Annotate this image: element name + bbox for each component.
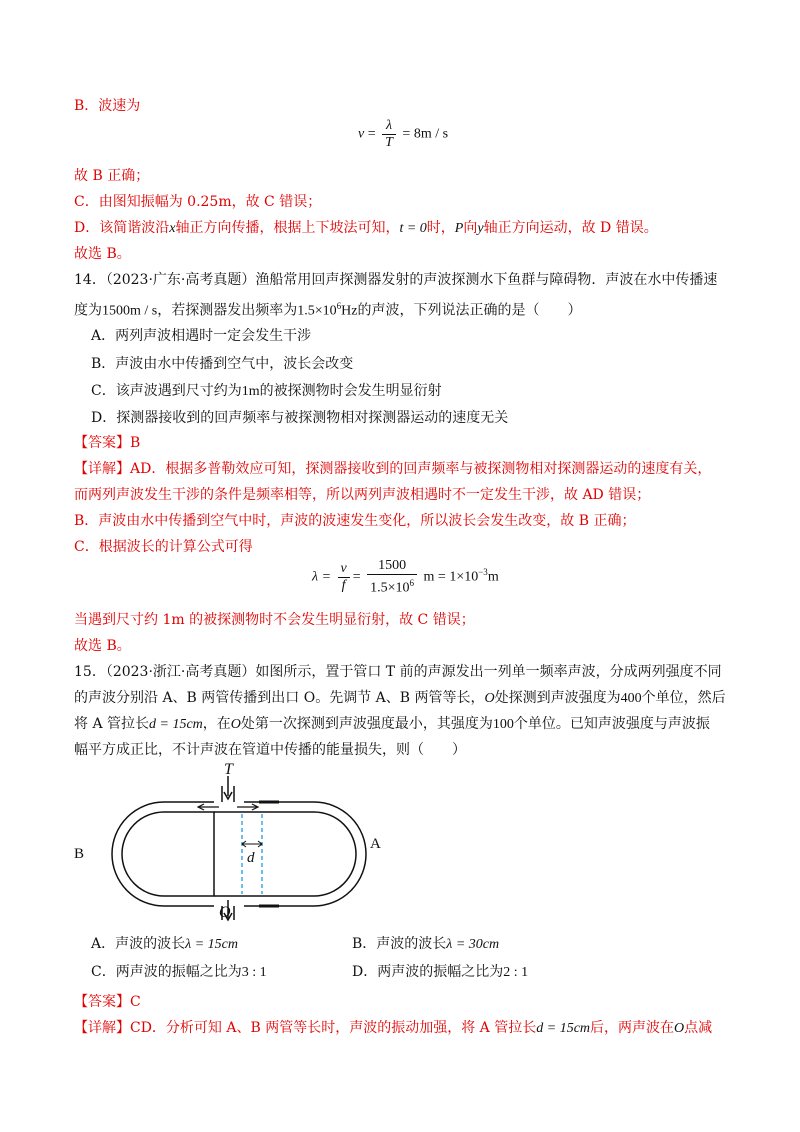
q15-d-value: d = 15cm — [149, 717, 203, 732]
q15-opt-a-text: A．声波的波长 — [91, 936, 186, 952]
q14-answer: 【答案】B — [74, 435, 141, 451]
q13-option-b-text: B．波速为 — [74, 98, 141, 114]
d-part-4: 向 — [463, 220, 478, 236]
eq-lhs: v — [358, 126, 365, 142]
q15-stem-3a: 将 A 管拉长 — [74, 716, 150, 732]
q15-opt-b-text: B．声波的波长 — [352, 936, 447, 952]
label-d: d — [247, 850, 255, 866]
q14-freq-unit: Hz — [341, 303, 358, 319]
d-part-1: D．该简谐波沿 — [74, 220, 170, 236]
label-b: B — [74, 846, 85, 862]
eq-frac-values — [367, 558, 417, 597]
q15-detail-d: d = 15cm — [536, 1021, 591, 1036]
tube-diagram — [74, 762, 404, 922]
q14-freq-value: 1.5×10 — [297, 303, 337, 319]
q15-opt-b-value: λ = 30cm — [446, 937, 500, 952]
q14-opt-c-part3: 的被探测物时会发生明显衍射 — [259, 383, 442, 399]
q15-stem-3c: ，在 — [202, 716, 231, 732]
label-a: A — [370, 836, 381, 852]
q13-b-conclusion: 故 B 正确； — [74, 168, 150, 184]
q13-option-d-text — [74, 218, 658, 239]
q15-opt-c-value: 3 : 1 — [241, 965, 267, 980]
q15-stem-line-2 — [74, 688, 726, 709]
d-t-eq: t = 0 — [399, 221, 427, 236]
q15-intensity-100: 100 — [492, 717, 514, 732]
q14-wavelength-equation: λ = $\frac{v}{f}$ = $\frac{1500}{1.5\times 10^6}$ $m = 1\times 10^{-3}m$ — [312, 558, 499, 596]
q15-o-var-2: O — [230, 717, 241, 732]
q14-speed-value: 1500m / s — [102, 303, 158, 319]
q15-stem-line-3 — [74, 714, 710, 735]
q15-option-b — [352, 934, 499, 955]
q15-opt-c-text: C．两声波的振幅之比为 — [91, 964, 242, 980]
eq-result-exp: −3 — [478, 566, 488, 577]
q14-detail-line-2: 而两列声波发生干涉的条件是频率相等，所以两列声波相遇时不一定发生干涉，故 AD 错误； — [74, 487, 651, 503]
q15-stem-line-4: 幅平方成正比，不计声波在管道中传播的能量损失，则（ ） — [74, 742, 466, 758]
eq-fraction — [382, 118, 396, 151]
tube-b-outer — [112, 802, 214, 906]
eq-den-exp: 6 — [409, 578, 415, 588]
eq-frac-f: f — [341, 577, 346, 593]
label-o: O — [219, 904, 231, 921]
q14-detail-line-1: 【详解】AD．根据多普勒效应可知，探测器接收到的回声频率与被探测物相对探测器运动的速度有关， — [74, 461, 712, 477]
q15-opt-a-value: λ = 15cm — [185, 937, 238, 952]
q14-opt-c-part1: C．该声波遇到尺寸约为 — [91, 383, 242, 399]
eq-frac-den — [367, 575, 417, 597]
q15-intensity-400: 400 — [620, 691, 642, 706]
q14-option-b: B．声波由水中传播到空气中，波长会改变 — [91, 356, 354, 372]
q15-stem-line-1: 15．（2023·浙江·高考真题）如图所示，置于管口 T 前的声源发出一列单一频率声波，分成两列强度不同 — [74, 664, 722, 680]
q14-detail-line-4: C．根据波长的计算公式可得 — [74, 539, 253, 555]
eq-rhs: = 8m / s — [402, 126, 449, 142]
q14-stem-line-2 — [74, 296, 581, 322]
q15-detail-1c: 后，两声波在 — [590, 1020, 675, 1036]
q15-detail-1a: 【详解】CD．分析可知 A、B 两管等长时，声波的振动加强，将 A 管拉长 — [74, 1020, 537, 1036]
q14-opt-c-size: 1m — [241, 384, 260, 399]
q15-stem-3e: 处第一次探测到声波强度最小，其强度为 — [240, 716, 493, 732]
q15-opt-d-text: D．两声波的振幅之比为 — [352, 964, 504, 980]
q14-final-answer: 故选 B。 — [74, 638, 131, 654]
q14-stem-2g: 的声波，下列说法正确的是（ ） — [357, 302, 582, 319]
q15-option-a — [91, 934, 238, 955]
q13-wave-speed-equation: v = $\frac{\lambda}{T}$ = 8m / s — [358, 118, 449, 150]
q15-detail-1e: 点减 — [684, 1020, 713, 1036]
eq-result: m = 1×10 — [423, 569, 479, 585]
q15-detail-o: O — [674, 1021, 685, 1036]
d-p-var: P — [454, 221, 464, 236]
q14-stem-2c: ，若探测器发出频率为 — [157, 302, 298, 319]
q15-stem-2c: 处探测到声波强度为 — [494, 690, 621, 706]
q15-o-var: O — [484, 691, 495, 706]
q14-stem-line-1: 14．（2023·广东·高考真题）渔船常用回声探测器发射的声波探测水下鱼群与障碍物．声波在水中传播速 — [74, 272, 718, 288]
eq-den-base: 1.5×10 — [370, 580, 410, 596]
q15-detail-line-1 — [74, 1018, 712, 1039]
q14-option-a: A．两列声波相遇时一定会发生干涉 — [91, 328, 312, 344]
q15-answer: 【答案】C — [74, 994, 141, 1010]
eq-result-unit: m — [487, 569, 499, 585]
q14-option-c — [91, 381, 442, 402]
q13-final-answer: 故选 B。 — [74, 246, 131, 262]
q13-option-c-text: C．由图知振幅为 0.25m，故 C 错误； — [74, 194, 322, 210]
q14-detail-line-3: B．声波由水中传播到空气中时，声波的波速发生变化，所以波长会发生改变，故 B 正确； — [74, 513, 636, 529]
q15-opt-d-value: 2 : 1 — [503, 965, 529, 980]
eq-frac-v-f — [338, 561, 350, 594]
eq-frac-v: v — [338, 561, 350, 578]
tube-b-inner — [122, 812, 214, 896]
q14-stem-2a: 度为 — [74, 302, 102, 319]
eq-frac-1500: 1500 — [367, 558, 417, 575]
d-y-var: y — [477, 221, 484, 236]
q15-stem-2a: 的声波分别沿 A、B 两管传播到出口 O。先调节 A、B 两管等长， — [74, 690, 485, 706]
q15-stem-2e: 个单位，然后 — [641, 690, 726, 706]
eq-numerator: λ — [382, 118, 396, 135]
q14-option-d: D．探测器接收到的回声频率与被探测物相对探测器运动的速度无关 — [91, 410, 509, 426]
d-part-3: 时， — [426, 220, 455, 236]
d-x-var: x — [169, 221, 176, 236]
tube-a-inner — [244, 812, 356, 896]
eq-lambda: λ = — [312, 569, 332, 585]
q14-freq-exponent: 6 — [336, 301, 342, 311]
d-part-5: 轴正方向运动，故 D 错误。 — [483, 220, 658, 236]
eq-denominator: T — [385, 135, 393, 150]
q15-option-c — [91, 962, 267, 983]
q14-detail-line-5: 当遇到尺寸约 1m 的被探测物时不会发生明显衍射，故 C 错误； — [74, 612, 475, 628]
d-part-2: 轴正方向传播，根据上下坡法可知， — [175, 220, 400, 236]
label-t: T — [224, 762, 233, 778]
q15-stem-3g: 个单位。已知声波强度与声波振 — [513, 716, 710, 732]
q15-option-d — [352, 962, 528, 983]
